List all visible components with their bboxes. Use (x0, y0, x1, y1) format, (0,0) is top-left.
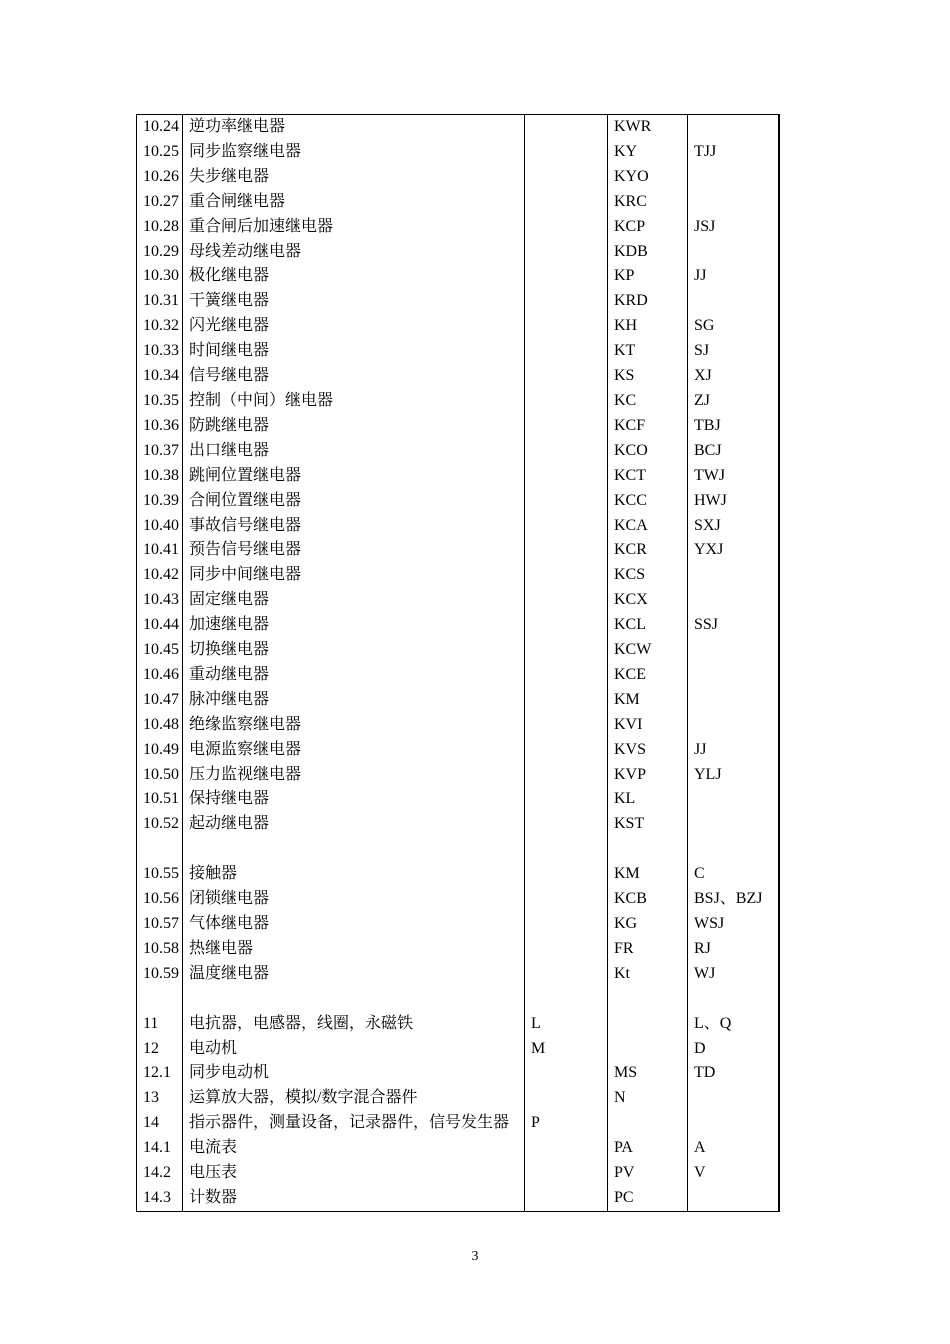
letter-code-cell: N (608, 1086, 688, 1111)
item-number-cell: 10.55 (137, 862, 183, 887)
item-name-cell: 加速继电器 (183, 613, 525, 638)
letter-code-cell: KCB (608, 887, 688, 912)
item-name-cell: 气体继电器 (183, 912, 525, 937)
type-code-cell (525, 364, 608, 389)
item-number-cell: 10.27 (137, 190, 183, 215)
letter-code-cell: KT (608, 339, 688, 364)
item-name-cell: 脉冲继电器 (183, 688, 525, 713)
item-name-cell: 同步监察继电器 (183, 140, 525, 165)
item-name-cell: 预告信号继电器 (183, 538, 525, 563)
old-code-cell: WSJ (694, 914, 725, 932)
table-row (137, 663, 779, 688)
item-name-cell: 电源监察继电器 (183, 738, 525, 763)
item-name-cell: 控制（中间）继电器 (183, 389, 525, 414)
letter-code-cell: KH (608, 314, 688, 339)
type-code-cell (525, 439, 608, 464)
old-code-cell: C (694, 865, 705, 883)
table-row (137, 439, 779, 464)
old-code-cell (688, 837, 779, 862)
table-row (137, 215, 779, 240)
type-code-cell (525, 962, 608, 987)
type-code-cell (525, 538, 608, 563)
table-row (137, 887, 779, 912)
table-row (137, 289, 779, 314)
type-code-cell (525, 688, 608, 713)
item-number-cell: 10.26 (137, 165, 183, 190)
table-row (137, 364, 779, 389)
old-code-cell (688, 1086, 779, 1111)
table-row (137, 738, 779, 763)
old-code-cell (688, 563, 779, 588)
type-code-cell (525, 613, 608, 638)
old-code-cell: SSJ (694, 616, 719, 634)
table-body (137, 115, 779, 1212)
letter-code-cell: KCR (608, 538, 688, 563)
old-code-cell: TJJ (694, 142, 717, 160)
item-number-cell: 10.33 (137, 339, 183, 364)
type-code-cell: L (525, 1012, 608, 1037)
letter-code-cell: KM (608, 688, 688, 713)
page-number: 3 (471, 1249, 479, 1264)
table-row (137, 140, 779, 165)
type-code-cell (525, 289, 608, 314)
table-row (137, 190, 779, 215)
item-name-cell: 时间继电器 (183, 339, 525, 364)
item-number-cell: 14.1 (137, 1136, 183, 1161)
table-row (137, 987, 779, 1012)
letter-code-cell: KCA (608, 514, 688, 539)
symbol-table (136, 114, 780, 1212)
item-name-cell: 信号继电器 (183, 364, 525, 389)
old-code-cell: TWJ (694, 466, 726, 484)
type-code-cell (525, 937, 608, 962)
item-name-cell: 闭锁继电器 (183, 887, 525, 912)
letter-code-cell: FR (608, 937, 688, 962)
letter-code-cell (608, 1012, 688, 1037)
item-number-cell: 10.47 (137, 688, 183, 713)
letter-code-cell: KVI (608, 713, 688, 738)
item-number-cell: 10.42 (137, 563, 183, 588)
old-code-cell: TBJ (694, 416, 721, 434)
type-code-cell (525, 215, 608, 240)
type-code-cell (525, 389, 608, 414)
item-number-cell: 10.29 (137, 240, 183, 265)
letter-code-cell: KM (608, 862, 688, 887)
letter-code-cell: PA (608, 1136, 688, 1161)
old-code-cell (688, 1186, 779, 1211)
letter-code-cell: KCF (608, 414, 688, 439)
item-name-cell: 重合闸继电器 (183, 190, 525, 215)
letter-code-cell: KCW (608, 638, 688, 663)
letter-code-cell: KCX (608, 588, 688, 613)
item-number-cell: 10.58 (137, 937, 183, 962)
old-code-cell (688, 688, 779, 713)
type-code-cell (525, 713, 608, 738)
item-name-cell: 电动机 (183, 1037, 525, 1062)
letter-code-cell: KS (608, 364, 688, 389)
letter-code-cell (608, 837, 688, 862)
type-code-cell (525, 514, 608, 539)
item-name-cell: 指示器件，测量设备，记录器件，信号发生器 (183, 1111, 525, 1136)
item-number-cell: 10.37 (137, 439, 183, 464)
type-code-cell (525, 165, 608, 190)
item-number-cell: 12 (137, 1037, 183, 1062)
old-code-cell: JJ (694, 267, 707, 285)
letter-code-cell: KCC (608, 489, 688, 514)
old-code-cell: BCJ (694, 441, 722, 459)
type-code-cell (525, 787, 608, 812)
item-name-cell: 干簧继电器 (183, 289, 525, 314)
table-row (137, 912, 779, 937)
item-number-cell: 10.31 (137, 289, 183, 314)
item-name-cell: 温度继电器 (183, 962, 525, 987)
item-number-cell: 10.43 (137, 588, 183, 613)
item-name-cell: 跳闸位置继电器 (183, 464, 525, 489)
old-code-cell: XJ (694, 367, 712, 385)
item-name-cell: 出口继电器 (183, 439, 525, 464)
old-code-cell (688, 289, 779, 314)
table-row (137, 389, 779, 414)
item-name-cell: 同步中间继电器 (183, 563, 525, 588)
letter-code-cell: KRC (608, 190, 688, 215)
old-code-cell (688, 240, 779, 265)
table-row (137, 339, 779, 364)
table-row (137, 414, 779, 439)
item-name-cell: 同步电动机 (183, 1061, 525, 1086)
item-name-cell (183, 837, 525, 862)
table-row (137, 1086, 779, 1111)
table-row (137, 1037, 779, 1062)
item-name-cell: 逆功率继电器 (183, 115, 525, 140)
old-code-cell (688, 165, 779, 190)
table-row (137, 264, 779, 289)
item-number-cell (137, 837, 183, 862)
type-code-cell (525, 1086, 608, 1111)
type-code-cell (525, 912, 608, 937)
old-code-cell (688, 190, 779, 215)
letter-code-cell: KG (608, 912, 688, 937)
old-code-cell: D (694, 1039, 706, 1057)
item-number-cell: 10.56 (137, 887, 183, 912)
type-code-cell (525, 1061, 608, 1086)
old-code-cell (688, 638, 779, 663)
item-name-cell: 重合闸后加速继电器 (183, 215, 525, 240)
item-name-cell: 失步继电器 (183, 165, 525, 190)
table-row (137, 1061, 779, 1086)
letter-code-cell: Kt (608, 962, 688, 987)
type-code-cell (525, 339, 608, 364)
letter-code-cell: PC (608, 1186, 688, 1211)
letter-code-cell (608, 1111, 688, 1136)
item-number-cell: 13 (137, 1086, 183, 1111)
table-row (137, 638, 779, 663)
item-number-cell: 10.30 (137, 264, 183, 289)
table-row (137, 787, 779, 812)
item-number-cell: 10.52 (137, 812, 183, 837)
item-name-cell: 电压表 (183, 1161, 525, 1186)
type-code-cell (525, 1136, 608, 1161)
item-number-cell: 11 (137, 1012, 183, 1037)
item-name-cell: 固定继电器 (183, 588, 525, 613)
item-number-cell (137, 987, 183, 1012)
item-number-cell: 10.51 (137, 787, 183, 812)
item-number-cell: 10.50 (137, 763, 183, 788)
letter-code-cell (608, 987, 688, 1012)
item-number-cell: 10.25 (137, 140, 183, 165)
old-code-cell (688, 1111, 779, 1136)
letter-code-cell: KYO (608, 165, 688, 190)
item-name-cell: 合闸位置继电器 (183, 489, 525, 514)
item-number-cell: 10.48 (137, 713, 183, 738)
type-code-cell (525, 738, 608, 763)
letter-code-cell: KP (608, 264, 688, 289)
table-row (137, 812, 779, 837)
old-code-cell (688, 812, 779, 837)
letter-code-cell: KY (608, 140, 688, 165)
type-code-cell (525, 464, 608, 489)
type-code-cell (525, 314, 608, 339)
old-code-cell: A (694, 1139, 706, 1157)
item-number-cell: 10.34 (137, 364, 183, 389)
old-code-cell: JSJ (694, 217, 716, 235)
item-name-cell: 闪光继电器 (183, 314, 525, 339)
item-name-cell: 压力监视继电器 (183, 763, 525, 788)
table-row (137, 688, 779, 713)
item-number-cell: 10.38 (137, 464, 183, 489)
old-code-cell: YLJ (694, 765, 722, 783)
item-name-cell: 起动继电器 (183, 812, 525, 837)
type-code-cell: M (525, 1037, 608, 1062)
item-number-cell: 10.28 (137, 215, 183, 240)
item-number-cell: 10.39 (137, 489, 183, 514)
letter-code-cell: KDB (608, 240, 688, 265)
letter-code-cell: KRD (608, 289, 688, 314)
item-number-cell: 10.59 (137, 962, 183, 987)
old-code-cell (688, 663, 779, 688)
item-name-cell: 防跳继电器 (183, 414, 525, 439)
item-name-cell: 母线差动继电器 (183, 240, 525, 265)
old-code-cell: V (694, 1164, 706, 1182)
table-row (137, 862, 779, 887)
item-number-cell: 14.3 (137, 1186, 183, 1211)
item-number-cell: 10.36 (137, 414, 183, 439)
table-row (137, 1161, 779, 1186)
table-row (137, 240, 779, 265)
letter-code-cell: KC (608, 389, 688, 414)
item-name-cell: 事故信号继电器 (183, 514, 525, 539)
old-code-cell: YXJ (694, 541, 724, 559)
table-row (137, 314, 779, 339)
table-row (137, 1111, 779, 1136)
old-code-cell: SJ (694, 342, 710, 360)
old-code-cell: RJ (694, 939, 711, 957)
table-row (137, 1136, 779, 1161)
item-number-cell: 10.35 (137, 389, 183, 414)
letter-code-cell: KCL (608, 613, 688, 638)
item-number-cell: 10.57 (137, 912, 183, 937)
old-code-cell (688, 588, 779, 613)
item-name-cell: 电抗器，电感器，线圈，永磁铁 (183, 1012, 525, 1037)
old-code-cell (688, 987, 779, 1012)
item-number-cell: 14.2 (137, 1161, 183, 1186)
item-name-cell: 热继电器 (183, 937, 525, 962)
item-number-cell: 10.49 (137, 738, 183, 763)
type-code-cell (525, 414, 608, 439)
item-number-cell: 10.41 (137, 538, 183, 563)
letter-code-cell: KCO (608, 439, 688, 464)
type-code-cell (525, 987, 608, 1012)
table-row (137, 464, 779, 489)
item-number-cell: 10.45 (137, 638, 183, 663)
type-code-cell (525, 638, 608, 663)
table-row (137, 489, 779, 514)
item-number-cell: 14 (137, 1111, 183, 1136)
type-code-cell (525, 887, 608, 912)
letter-code-cell: MS (608, 1061, 688, 1086)
item-name-cell: 绝缘监察继电器 (183, 713, 525, 738)
letter-code-cell (608, 1037, 688, 1062)
table-row (137, 763, 779, 788)
type-code-cell (525, 190, 608, 215)
item-name-cell: 接触器 (183, 862, 525, 887)
old-code-cell: BSJ、BZJ (694, 890, 763, 908)
item-number-cell: 10.40 (137, 514, 183, 539)
old-code-cell: HWJ (694, 491, 727, 509)
type-code-cell (525, 240, 608, 265)
letter-code-cell: KVP (608, 763, 688, 788)
table-row (137, 538, 779, 563)
old-code-cell: TD (694, 1064, 716, 1082)
letter-code-cell: KCP (608, 215, 688, 240)
type-code-cell (525, 489, 608, 514)
letter-code-cell: KCE (608, 663, 688, 688)
old-code-cell: L、Q (694, 1014, 732, 1032)
old-code-cell: JJ (694, 740, 707, 758)
old-code-cell: ZJ (694, 391, 710, 409)
item-name-cell: 重动继电器 (183, 663, 525, 688)
table-row (137, 613, 779, 638)
letter-code-cell: KWR (608, 115, 688, 140)
old-code-cell: WJ (694, 964, 716, 982)
old-code-cell: SXJ (694, 516, 721, 534)
item-name-cell: 极化继电器 (183, 264, 525, 289)
type-code-cell (525, 812, 608, 837)
item-number-cell: 12.1 (137, 1061, 183, 1086)
type-code-cell (525, 1186, 608, 1211)
table-row (137, 1186, 779, 1211)
type-code-cell (525, 663, 608, 688)
type-code-cell (525, 264, 608, 289)
old-code-cell (688, 713, 779, 738)
type-code-cell (525, 763, 608, 788)
table-row (137, 165, 779, 190)
letter-code-cell: KL (608, 787, 688, 812)
item-name-cell: 计数器 (183, 1186, 525, 1211)
letter-code-cell: KST (608, 812, 688, 837)
item-name-cell: 切换继电器 (183, 638, 525, 663)
table-row (137, 514, 779, 539)
old-code-cell: SG (694, 317, 715, 335)
letter-code-cell: PV (608, 1161, 688, 1186)
type-code-cell (525, 563, 608, 588)
item-number-cell: 10.24 (137, 115, 183, 140)
table-row (137, 937, 779, 962)
table-row (137, 713, 779, 738)
old-code-cell (688, 787, 779, 812)
type-code-cell (525, 837, 608, 862)
item-number-cell: 10.32 (137, 314, 183, 339)
type-code-cell (525, 588, 608, 613)
table-row (137, 837, 779, 862)
table-row (137, 1012, 779, 1037)
table-row (137, 563, 779, 588)
table-row (137, 962, 779, 987)
type-code-cell (525, 140, 608, 165)
item-number-cell: 10.46 (137, 663, 183, 688)
type-code-cell (525, 1161, 608, 1186)
item-name-cell (183, 987, 525, 1012)
old-code-cell (688, 115, 779, 140)
item-name-cell: 运算放大器，模拟/数字混合器件 (183, 1086, 525, 1111)
type-code-cell (525, 862, 608, 887)
letter-code-cell: KCS (608, 563, 688, 588)
table-row (137, 115, 779, 140)
type-code-cell: P (525, 1111, 608, 1136)
item-name-cell: 保持继电器 (183, 787, 525, 812)
table-row (137, 588, 779, 613)
item-name-cell: 电流表 (183, 1136, 525, 1161)
letter-code-cell: KVS (608, 738, 688, 763)
item-number-cell: 10.44 (137, 613, 183, 638)
type-code-cell (525, 115, 608, 140)
letter-code-cell: KCT (608, 464, 688, 489)
